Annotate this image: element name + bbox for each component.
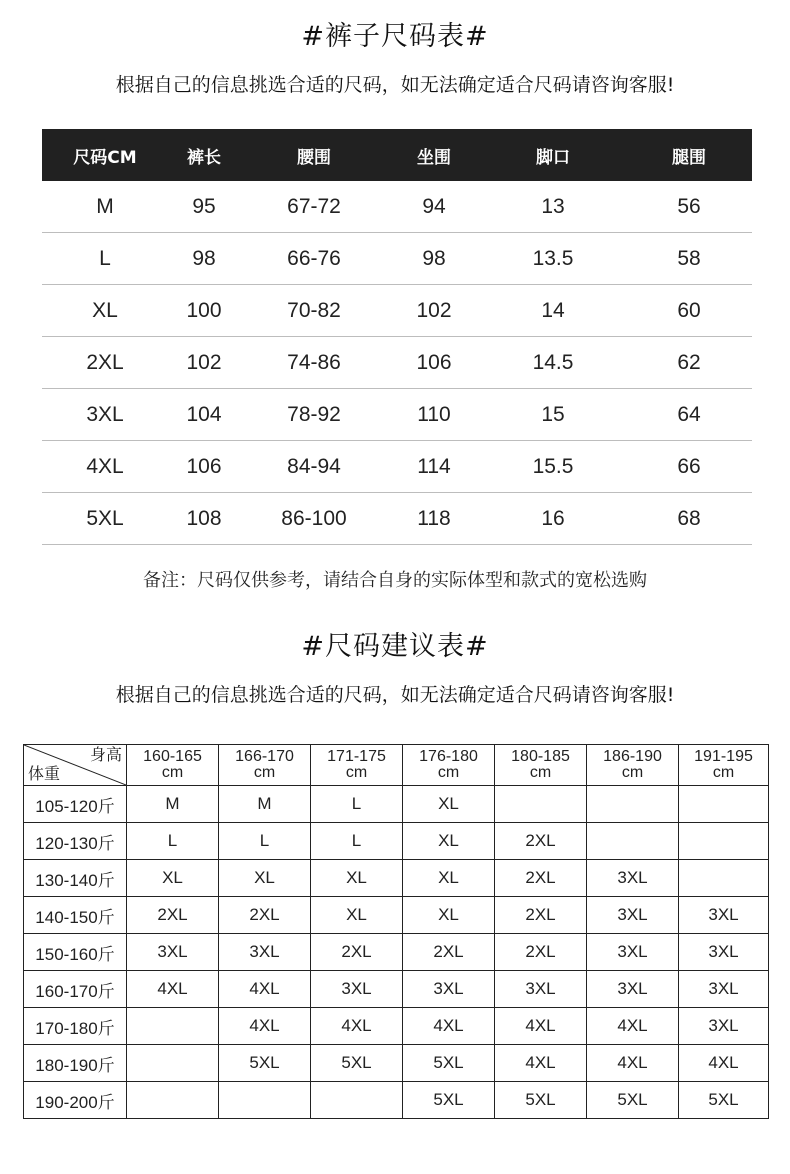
recommended-size [127,1082,219,1119]
size-cell: M [96,194,114,218]
recommended-size: 2XL [311,934,403,971]
recommended-size: 3XL [311,971,403,1008]
recommended-size: 3XL [219,934,311,971]
height-unit: cm [712,764,735,781]
recommended-size: 2XL [495,823,587,860]
header-hem: 脚口 [536,147,570,168]
recommended-size: L [219,823,311,860]
size-cell: 100 [186,298,222,322]
recommended-size: 4XL [219,1008,311,1045]
height-unit: cm [345,764,368,781]
height-header [403,745,495,786]
height-unit: cm [253,764,276,781]
recommended-size: 2XL [495,860,587,897]
size-row [42,389,752,441]
recommended-size: 5XL [403,1082,495,1119]
size-cell: 68 [677,506,701,530]
recommended-size: XL [219,860,311,897]
recommended-size [679,823,769,860]
size-row [42,285,752,337]
size-cell: 13 [541,194,565,218]
height-range: 180-185 [511,748,570,765]
header-hip: 坐围 [417,147,451,168]
size-table-header [42,129,752,181]
size-cell: 95 [192,194,216,218]
height-unit: cm [437,764,460,781]
size-cell: 58 [677,246,701,270]
size-cell: 70-82 [287,298,341,322]
recommended-size [587,786,679,823]
recommended-size [679,860,769,897]
size-note: 备注：尺码仅供参考，请结合自身的实际体型和款式的宽松选购 [143,570,647,591]
recommended-size: 4XL [495,1045,587,1082]
size-cell: 108 [186,506,222,530]
size-cell: 2XL [86,350,124,374]
weight-label: 140-150斤 [24,897,127,934]
recommended-size: 3XL [679,971,769,1008]
size-cell: L [99,246,111,270]
recommend-table [23,744,769,1119]
height-unit: cm [621,764,644,781]
recommended-size: 3XL [403,971,495,1008]
recommended-size: 3XL [679,897,769,934]
corner-weight-label: 体重 [28,766,61,783]
recommended-size: XL [127,860,219,897]
recommend-subtitle: 根据自己的信息挑选合适的尺码，如无法确定适合尺码请咨询客服! [115,684,675,706]
height-range: 160-165 [143,748,202,765]
height-header [587,745,679,786]
recommended-size: XL [311,860,403,897]
recommended-size: 4XL [127,971,219,1008]
recommended-size [311,1082,403,1119]
weight-label: 105-120斤 [24,786,127,823]
height-range: 186-190 [603,748,662,765]
weight-label: 180-190斤 [24,1045,127,1082]
recommended-size: 3XL [679,1008,769,1045]
height-range: 191-195 [694,748,753,765]
recommended-size: M [127,786,219,823]
recommend-row [24,971,769,1008]
size-cell: 86-100 [281,506,347,530]
recommended-size: 5XL [311,1045,403,1082]
size-cell: 14 [541,298,565,322]
corner-height-label: 身高 [89,747,122,764]
weight-label: 170-180斤 [24,1008,127,1045]
recommend-title: #尺码建议表# [301,631,489,662]
recommended-size: 5XL [587,1082,679,1119]
size-cell: 78-92 [287,402,341,426]
weight-label: 130-140斤 [24,860,127,897]
recommended-size: 3XL [587,971,679,1008]
size-cell: 106 [416,350,452,374]
recommended-size [679,786,769,823]
size-row [42,493,752,545]
recommended-size: XL [403,786,495,823]
size-cell: 98 [422,246,446,270]
recommend-row [24,934,769,971]
recommended-size: XL [311,897,403,934]
recommended-size: 3XL [127,934,219,971]
recommend-row [24,1082,769,1119]
recommend-row [24,1008,769,1045]
recommended-size: 2XL [495,934,587,971]
size-cell: 66-76 [287,246,341,270]
recommended-size: XL [403,860,495,897]
recommend-row [24,786,769,823]
recommended-size: 3XL [587,897,679,934]
size-cell: 98 [192,246,216,270]
weight-label: 150-160斤 [24,934,127,971]
size-cell: 94 [422,194,446,218]
size-cell: 15 [541,402,565,426]
recommended-size: 4XL [587,1008,679,1045]
size-cell: 64 [677,402,701,426]
recommended-size: L [127,823,219,860]
recommended-size [127,1045,219,1082]
size-cell: 16 [541,506,565,530]
size-cell: 62 [677,350,701,374]
height-header [495,745,587,786]
height-range: 166-170 [235,748,294,765]
recommended-size [127,1008,219,1045]
size-cell: 114 [417,454,451,478]
height-header [311,745,403,786]
header-thigh: 腿围 [672,147,706,168]
recommended-size: XL [403,897,495,934]
size-row [42,233,752,285]
corner-cell [24,745,127,786]
size-cell: 67-72 [287,194,341,218]
height-range: 176-180 [419,748,478,765]
height-unit: cm [161,764,184,781]
header-size: 尺码CM [73,147,137,168]
recommended-size [495,786,587,823]
size-cell: 66 [677,454,701,478]
size-cell: 14.5 [532,350,574,374]
recommended-size: 2XL [127,897,219,934]
size-table-body [42,181,752,545]
recommended-size: 5XL [403,1045,495,1082]
recommended-size: 3XL [587,934,679,971]
recommended-size: 3XL [679,934,769,971]
recommended-size: 4XL [403,1008,495,1045]
recommended-size: 4XL [587,1045,679,1082]
recommended-size: L [311,823,403,860]
pants-size-subtitle: 根据自己的信息挑选合适的尺码，如无法确定适合尺码请咨询客服! [115,74,675,96]
size-cell: 84-94 [287,454,341,478]
recommend-row [24,897,769,934]
recommended-size: M [219,786,311,823]
size-cell: 56 [677,194,701,218]
recommended-size: 3XL [587,860,679,897]
weight-label: 120-130斤 [24,823,127,860]
recommended-size: 2XL [403,934,495,971]
size-cell: 110 [417,402,451,426]
weight-label: 160-170斤 [24,971,127,1008]
recommended-size [587,823,679,860]
size-cell: 106 [186,454,222,478]
size-row [42,181,752,233]
recommended-size [219,1082,311,1119]
weight-label: 190-200斤 [24,1082,127,1119]
size-cell: 4XL [86,454,124,478]
height-unit: cm [529,764,552,781]
size-cell: 74-86 [287,350,341,374]
recommended-size: L [311,786,403,823]
height-header [127,745,219,786]
recommended-size: 2XL [495,897,587,934]
recommended-size: 5XL [495,1082,587,1119]
size-cell: 3XL [86,402,124,426]
recommended-size: 2XL [219,897,311,934]
recommended-size: 4XL [495,1008,587,1045]
recommended-size: 5XL [219,1045,311,1082]
height-header [219,745,311,786]
recommended-size: 5XL [679,1082,769,1119]
size-cell: 118 [417,506,451,530]
size-cell: 60 [677,298,701,322]
pants-size-table [42,129,752,545]
recommend-header-row [24,745,769,786]
size-cell: 13.5 [532,246,574,270]
pants-size-title: #裤子尺码表# [301,21,489,52]
size-row [42,441,752,493]
recommended-size: XL [403,823,495,860]
recommend-row [24,1045,769,1082]
size-row [42,337,752,389]
recommended-size: 4XL [219,971,311,1008]
height-header [679,745,769,786]
recommend-row [24,823,769,860]
recommended-size: 3XL [495,971,587,1008]
size-cell: 15.5 [532,454,574,478]
size-cell: XL [92,298,118,322]
size-cell: 5XL [86,506,124,530]
recommended-size: 4XL [311,1008,403,1045]
size-cell: 104 [186,402,222,426]
header-waist: 腰围 [297,147,331,168]
recommend-row [24,860,769,897]
height-range: 171-175 [327,748,386,765]
size-cell: 102 [186,350,222,374]
header-length: 裤长 [187,147,221,168]
recommended-size: 4XL [679,1045,769,1082]
size-cell: 102 [416,298,452,322]
